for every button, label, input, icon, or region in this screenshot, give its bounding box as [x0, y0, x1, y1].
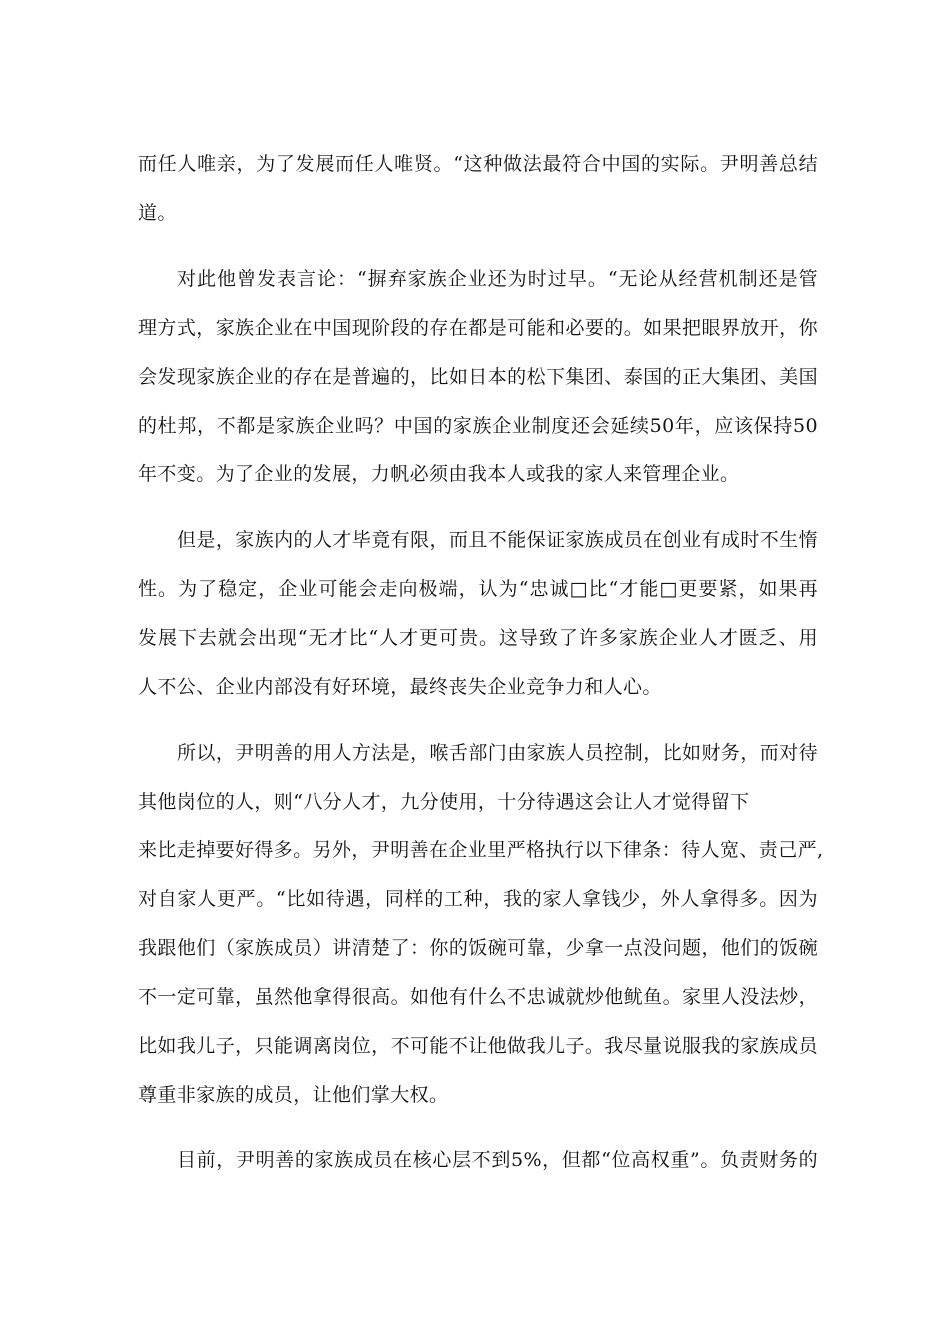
text-line: 发展下去就会出现“无才比“人才更可贵。这导致了许多家族企业人才匮乏、用	[138, 627, 818, 649]
text-line: 性。为了稳定，企业可能会走向极端，认为“忠诚□比“才能□更要紧，如果再	[138, 578, 818, 600]
text-line: 会发现家族企业的存在是普遍的，比如日本的松下集团、泰国的正大集团、美国	[138, 366, 818, 388]
text-line: 人不公、企业内部没有好环境，最终丧失企业竞争力和人心。	[138, 676, 662, 698]
paragraph-first-line: 对此他曾发表言论：“摒弃家族企业还为时过早。“无论从经营机制还是管	[177, 268, 818, 290]
text-line: 理方式，家族企业在中国现阶段的存在都是可能和必要的。如果把眼界放开，你	[138, 317, 818, 339]
text-line: 不一定可靠，虽然他拿得很高。如他有什么不忠诚就炒他鱿鱼。家里人没法炒，	[138, 986, 818, 1008]
text-line: 比如我儿子，只能调离岗位，不可能不让他做我儿子。我尽量说服我的家族成员	[138, 1035, 818, 1057]
text-line: 对自家人更严。“比如待遇，同样的工种，我的家人拿钱少，外人拿得多。因为	[138, 888, 818, 910]
text-line: 我跟他们（家族成员）讲清楚了：你的饭碗可靠，少拿一点没问题，他们的饭碗	[138, 937, 818, 959]
text-line: 来比走掉要好得多。另外，尹明善在企业里严格执行以下律条：待人宽、责己严,	[138, 839, 824, 861]
text-line: 尊重非家族的成员，让他们掌大权。	[138, 1084, 449, 1106]
paragraph-first-line: 目前，尹明善的家族成员在核心层不到5%，但都“位高权重”。负责财务的	[177, 1149, 818, 1171]
text-line: 而任人唯亲，为了发展而任人唯贤。“这种做法最符合中国的实际。尹明善总结	[138, 153, 818, 175]
text-line: 年不变。为了企业的发展，力帆必须由我本人或我的家人来管理企业。	[138, 463, 740, 485]
text-line: 道。	[138, 202, 177, 224]
text-line: 的杜邦，不都是家族企业吗？中国的家族企业制度还会延续50年，应该保持50	[138, 415, 818, 437]
text-line: 其他岗位的人，则“八分人才，九分使用，十分待遇这会让人才觉得留下	[138, 791, 750, 813]
paragraph-first-line: 但是，家族内的人才毕竟有限，而且不能保证家族成员在创业有成时不生惰	[177, 529, 818, 551]
paragraph-first-line: 所以，尹明善的用人方法是，喉舌部门由家族人员控制，比如财务，而对待	[177, 742, 818, 764]
